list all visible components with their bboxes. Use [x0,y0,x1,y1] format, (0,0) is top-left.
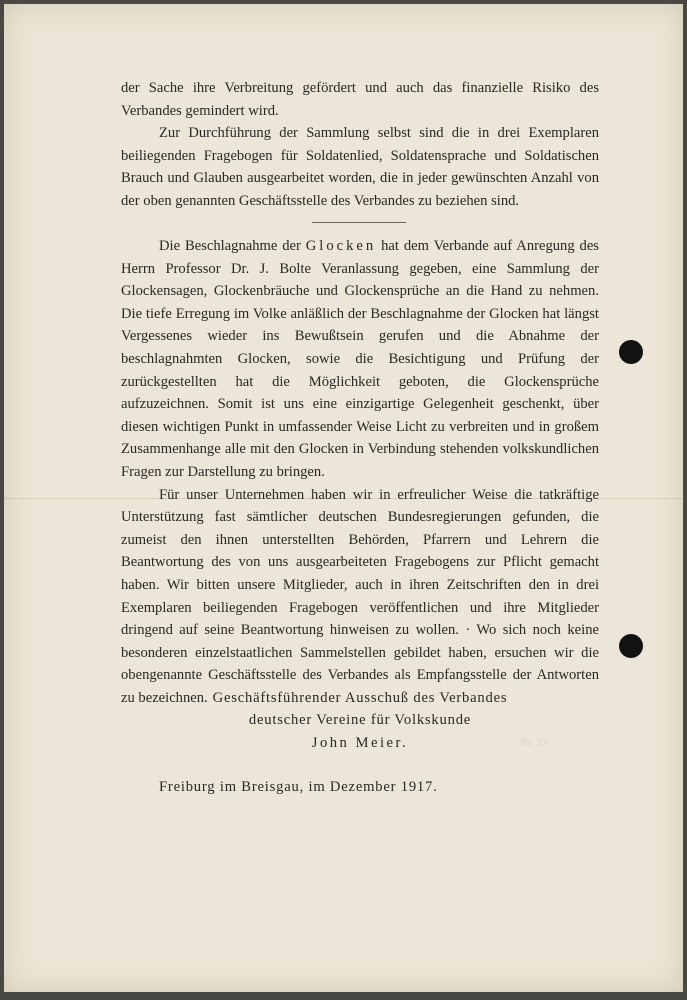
support-paragraph: Für unser Unternehmen haben wir in erfreulicher Weise die tatkräftige Unterstützung fast sämtlicher deutschen Bundesregierungen gefunden, die zumeist den ihnen unterstellten Behörden, Pfarrern und Lehrern die Beantwortung des von uns ausgearbeiteten Fragebogens zur Pflicht gemacht haben. Wir bitten unsere Mitglieder, auch in ihren Zeitschriften den in drei Exemplaren beiliegenden Fragebogen veröffentlichen und ihre Mitglieder dringend auf seine Beantwortung hinweisen zu wollen. · Wo sich noch keine besonderen einzelstaatlichen Sammelstellen gebildet haben, ersuchen wir die obengenannte Geschäftsstelle des Verbandes als Empfangsstelle der Antworten zu bezeichnen. [121,486,599,706]
bleed-through-text: Nr. 23 [520,737,548,749]
main-section [121,235,599,709]
continuation-paragraph: der Sache ihre Verbreitung gefördert und auch das finanzielle Risiko des Verbandes gemindert wird. [121,80,599,119]
punch-hole-upper [619,340,643,364]
bells-paragraph-rest: hat dem Verbande auf Anregung des Herrn Professor Dr. J. Bolte Veranlassung gegeben, eine Sammlung der Glockensagen, Glockenbräuche und Glockensprüche an die Hand zu nehmen. Die tiefe Erregung im Volke anläßlich der Beschlagnahme der Glocken hat längst Vergessenes wieder ins Bewußtsein gerufen und die Abnahme der beschlagnahmten Glocken, sowie die Besichtigung und Prüfung der zurückgestellten hat die Möglichkeit geboten, die Glockensprüche aufzuzeichnen. Somit ist uns eine einzigartige Gelegenheit geschenkt, über diesen wichtigen Punkt in umfassender Weise Licht zu verbreiten und in großem Zusammenhange alle mit den Glocken in Verbindung stehenden volkskundlichen Fragen zur Darstellung zu bringen. [121,238,599,480]
questionnaire-paragraph: Zur Durchführung der Sammlung selbst sind die in drei Exemplaren beiliegenden Fragebogen für Soldatenlied, Soldatensprache und Soldatischen Brauch und Glauben ausgearbeitet worden, die in jeder gewünschten Anzahl von der oben genannten Geschäftsstelle des Verbandes zu beziehen sind. [121,125,599,209]
bells-paragraph-start: Die Beschlagnahme der [159,238,301,254]
date-line: Freiburg im Breisgau, im Dezember 1917. [159,779,438,795]
top-section [121,77,599,213]
bells-paragraph [121,235,599,484]
signature-name: John Meier. [311,735,409,751]
section-divider [312,222,406,223]
punch-hole-lower [619,634,643,658]
signature-line-1: Geschäftsführender Ausschuß des Verbandes [212,690,508,706]
glocken-emphasis: Glocken [305,238,377,254]
signature-line-2: deutscher Vereine für Volkskunde [248,712,472,728]
